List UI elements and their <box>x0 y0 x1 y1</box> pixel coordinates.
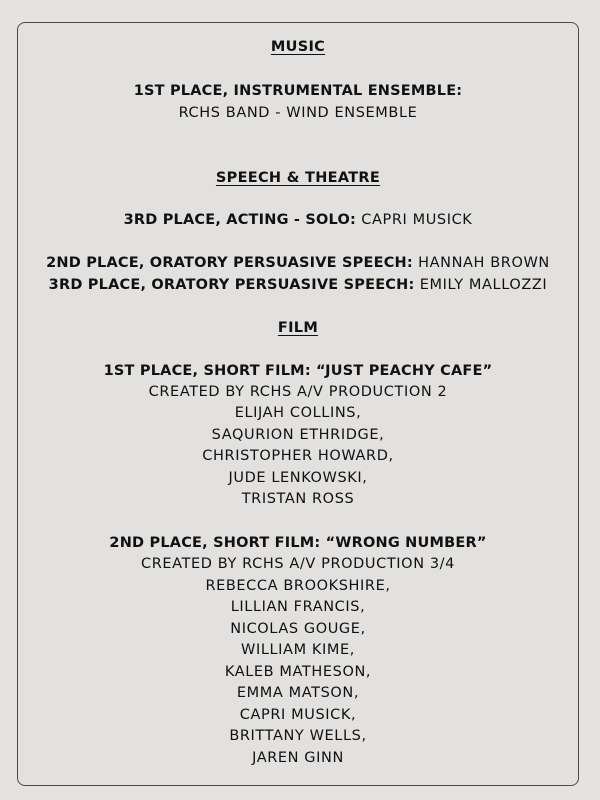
speech-award-2 <box>18 253 578 273</box>
film-award-1-member: CHRISTOPHER HOWARD, <box>202 448 394 464</box>
film-award-2-member: KALEB MATHESON, <box>224 664 372 680</box>
speech-theatre-heading: SPEECH & THEATRE <box>215 170 381 186</box>
film-award-1-title: 1ST PLACE, SHORT FILM: “JUST PEACHY CAFE” <box>103 363 493 379</box>
speech-award-2-recipient: HANNAH BROWN <box>418 255 550 271</box>
speech-award-1 <box>18 210 578 230</box>
film-award-2-member: BRITTANY WELLS, <box>229 728 367 744</box>
film-award-2-member: CAPRI MUSICK, <box>239 707 357 723</box>
speech-award-3-title: 3RD PLACE, ORATORY PERSUASIVE SPEECH: <box>48 277 415 293</box>
music-heading: MUSIC <box>270 39 326 55</box>
film-award-1-member: SAQURION ETHRIDGE, <box>211 427 385 443</box>
music-award-1-recipient: RCHS BAND - WIND ENSEMBLE <box>178 105 418 121</box>
film-award-1-member: JUDE LENKOWSKI, <box>228 470 368 486</box>
awards-card <box>17 22 579 786</box>
speech-award-3 <box>18 275 578 295</box>
film-award-1-created-by: CREATED BY RCHS A/V PRODUCTION 2 <box>148 384 448 400</box>
film-award-2-member: LILLIAN FRANCIS, <box>230 599 366 615</box>
film-award-2-created-by: CREATED BY RCHS A/V PRODUCTION 3/4 <box>141 556 455 572</box>
film-award-2-member: JAREN GINN <box>252 750 344 766</box>
film-award-2-member: WILLIAM KIME, <box>241 642 355 658</box>
film-award-2-member: NICOLAS GOUGE, <box>230 621 366 637</box>
film-award-2-member: EMMA MATSON, <box>236 685 360 701</box>
speech-award-2-title: 2ND PLACE, ORATORY PERSUASIVE SPEECH: <box>46 255 413 271</box>
speech-award-1-title: 3RD PLACE, ACTING - SOLO: <box>123 212 357 228</box>
film-award-2-member: REBECCA BROOKSHIRE, <box>205 578 391 594</box>
speech-award-3-recipient: EMILY MALLOZZI <box>419 277 548 293</box>
film-heading: FILM <box>277 320 319 336</box>
film-award-2-title: 2ND PLACE, SHORT FILM: “WRONG NUMBER” <box>109 535 487 551</box>
speech-award-1-recipient: CAPRI MUSICK <box>361 212 473 228</box>
music-award-1-title: 1ST PLACE, INSTRUMENTAL ENSEMBLE: <box>133 83 463 99</box>
film-award-1-member: ELIJAH COLLINS, <box>234 405 362 421</box>
film-award-1-member: TRISTAN ROSS <box>241 491 355 507</box>
